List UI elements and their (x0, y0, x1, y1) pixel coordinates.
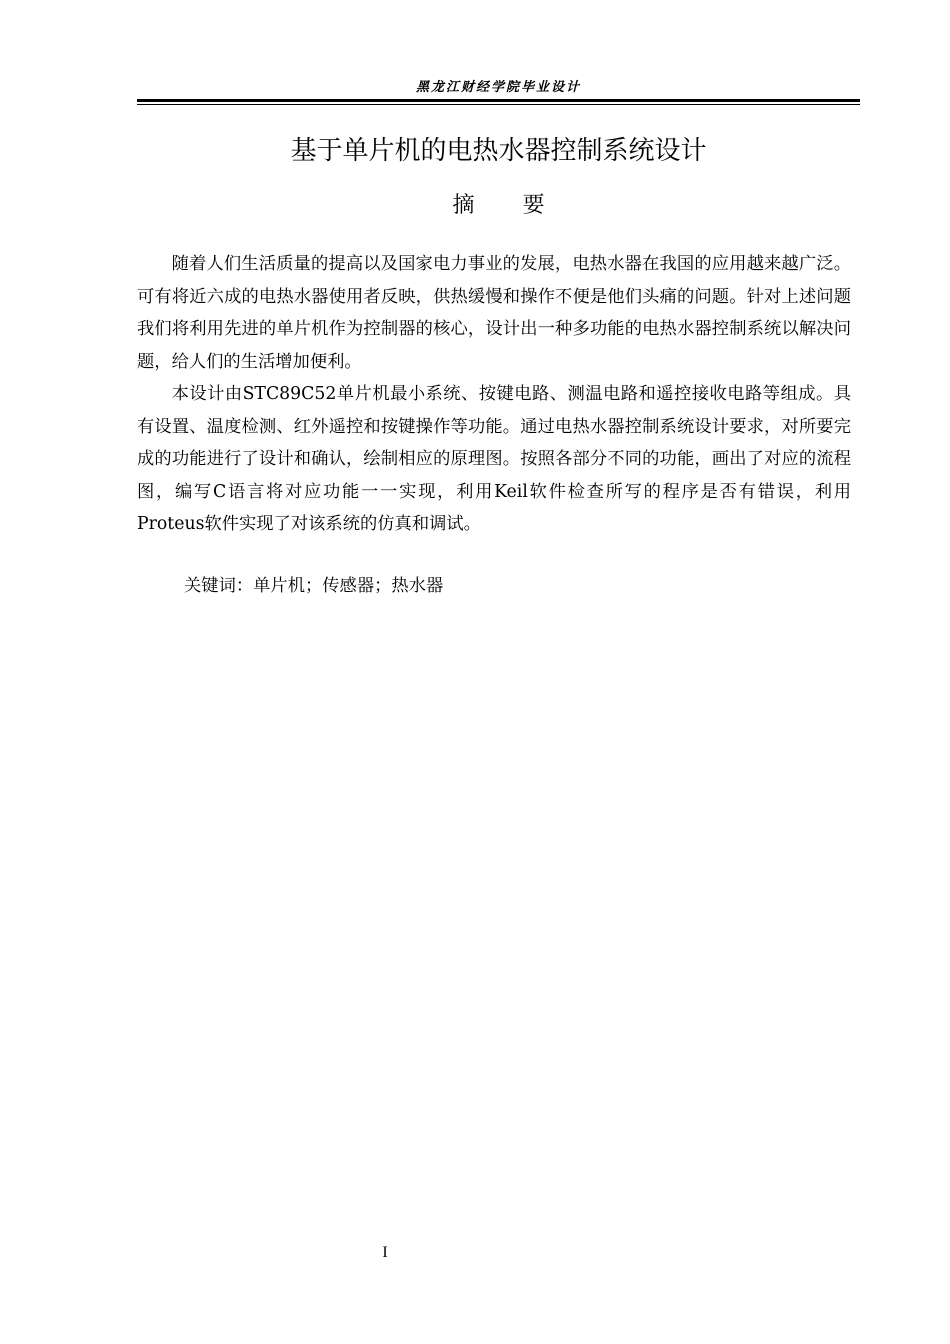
abstract-paragraph-1: 随着人们生活质量的提高以及国家电力事业的发展，电热水器在我国的应用越来越广泛。可有将近六成的电热水器使用者反映，供热缓慢和操作不便是他们头痛的问题。针对上述问题我们将利用先进的单片机作为控制器的核心，设计出一种多功能的电热水器控制系统以解决问题，给人们的生活增加便利。 (137, 254, 851, 372)
abstract-body (137, 248, 851, 541)
keywords-value: 单片机；传感器；热水器 (253, 576, 444, 596)
running-header: 黑龙江财经学院毕业设计 (415, 80, 581, 95)
abstract-heading: 摘要 (452, 193, 593, 218)
keywords-line (184, 571, 443, 601)
keywords-label: 关键词： (184, 576, 254, 596)
thesis-title: 基于单片机的电热水器控制系统设计 (290, 136, 707, 166)
header-rule-thick (137, 99, 860, 102)
abstract-paragraph-2: 本设计由STC89C52单片机最小系统、按键电路、测温电路和遥控接收电路等组成。具有设置、温度检测、红外遥控和按键操作等功能。通过电热水器控制系统设计要求，对所要完成的功能进行了设计和确认，绘制相应的原理图。按照各部分不同的功能，画出了对应的流程图，编写C语言将对应功能一一实现，利用Keil软件检查所写的程序是否有错误，利用 Proteus软件实现了对该系统的仿真和调试。 (137, 384, 851, 534)
page-number: I (382, 1244, 388, 1261)
header-rule-thin (137, 104, 860, 105)
